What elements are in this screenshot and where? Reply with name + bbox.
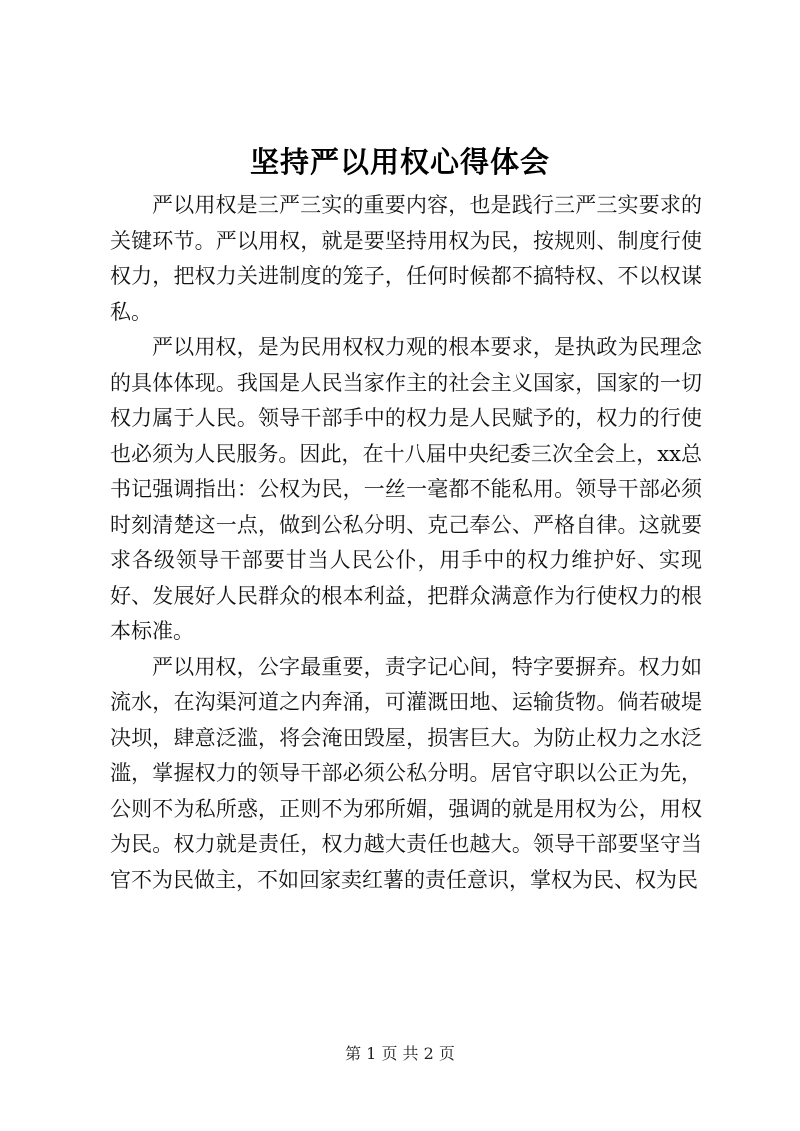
document-body	[110, 188, 702, 898]
page-title: 坚持严以用权心得体会	[249, 145, 550, 179]
paragraph-2: 严以用权，是为民用权权力观的根本要求，是执政为民理念的具体体现。我国是人民当家作主的社会主义国家，国家的一切权力属于人民。领导干部手中的权力是人民赋予的，权力的行使也必须为人民服务。因此，在十八届中央纪委三次全会上，xx总书记强调指出：公权为民，一丝一毫都不能私用。领导干部必须时刻清楚这一点，做到公私分明、克己奉公、严格自律。这就要求各级领导干部要甘当人民公仆，用手中的权力维护好、实现好、发展好人民群众的根本利益，把群众满意作为行使权力的根本标准。	[110, 335, 702, 643]
paragraph-1: 严以用权是三严三实的重要内容，也是践行三严三实要求的关键环节。严以用权，就是要坚持用权为民，按规则、制度行使权力，把权力关进制度的笼子，任何时候都不搞特权、不以权谋私。	[110, 193, 702, 324]
paragraph-3: 严以用权，公字最重要，责字记心间，特字要摒弃。权力如流水，在沟渠河道之内奔涌，可灌溉田地、运输货物。倘若破堤决坝，肆意泛滥，将会淹田毁屋，损害巨大。为防止权力之水泛滥，掌握权力的领导干部必须公私分明。居官守职以公正为先，公则不为私所惑，正则不为邪所媚，强调的就是用权为公，用权为民。权力就是责任，权力越大责任也越大。领导干部要坚守当官不为民做主，不如回家卖红薯的责任意识，掌权为民、权为民	[110, 654, 702, 892]
page-footer: 第 1 页 共 2 页	[345, 1044, 455, 1063]
